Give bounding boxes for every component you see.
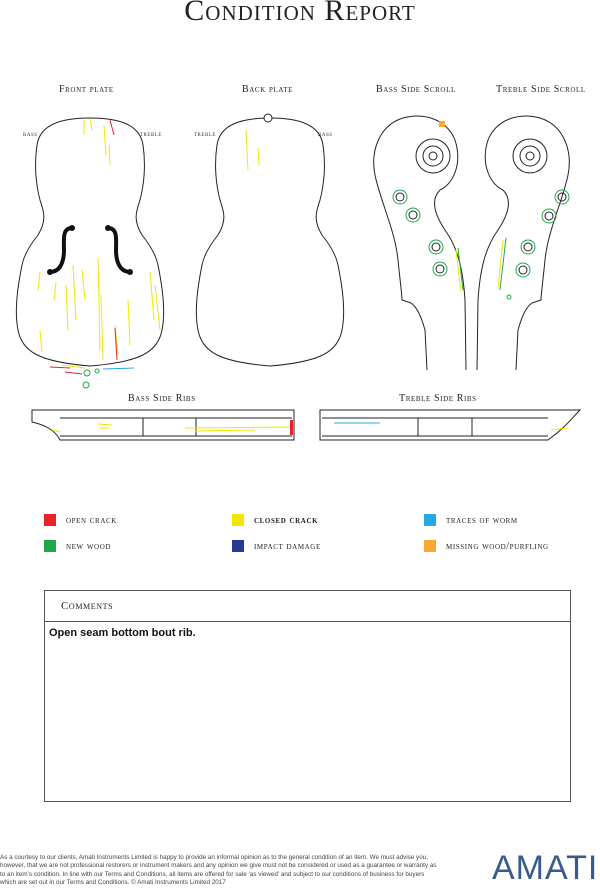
comments-box bbox=[44, 590, 571, 802]
bass-ribs-outline bbox=[32, 410, 294, 440]
bass-scroll-new-wood bbox=[393, 190, 463, 290]
legend-label: new wood bbox=[66, 540, 112, 552]
page-title: Condition Report bbox=[184, 0, 416, 27]
footer-disclaimer: As a courtesy to our clients, Amati Instruments Limited is happy to provide an informal opinion as to the general condition of an item. We must advise you, however, that we are not professional restorers or instrument makers and any opinion we give must not be considered or used as a guarantee or warranty as to an item’s condition. In line with our Terms and Conditions, all items are offered for sale ‘as viewed’ and subject to our conditions of business for buyers which are set out in our Terms and Conditions. © Amati Instruments Limited 2017 bbox=[0, 854, 437, 887]
front-new-wood bbox=[83, 369, 99, 388]
bass-ribs-label: Bass Side Ribs bbox=[128, 393, 196, 404]
legend-swatch bbox=[424, 540, 436, 552]
legend-label: missing wood/purfling bbox=[446, 540, 549, 552]
legend-closed-crack bbox=[232, 514, 318, 526]
comments-text: Open seam bottom bout rib. bbox=[49, 627, 196, 639]
front-bass-label: bass bbox=[23, 130, 38, 138]
back-plate-label: Back plate bbox=[242, 84, 293, 95]
legend-swatch bbox=[424, 514, 436, 526]
bass-scroll-label: Bass Side Scroll bbox=[376, 84, 456, 95]
front-worm bbox=[103, 368, 134, 369]
front-treble-label: treble bbox=[140, 130, 162, 138]
legend-swatch bbox=[44, 540, 56, 552]
legend-label: impact damage bbox=[254, 540, 321, 552]
bass-ribs-closed-cracks bbox=[52, 424, 290, 432]
f-holes bbox=[50, 228, 130, 272]
legend-label: open crack bbox=[66, 514, 117, 526]
bass-scroll-missing-wood bbox=[439, 121, 445, 127]
legend-swatch bbox=[232, 514, 244, 526]
back-treble-label: treble bbox=[194, 130, 216, 138]
legend-swatch bbox=[44, 514, 56, 526]
legend-new-wood bbox=[44, 540, 111, 552]
front-closed-cracks bbox=[38, 119, 160, 368]
legend-label: closed crack bbox=[254, 514, 319, 526]
treble-scroll-outline bbox=[477, 116, 569, 370]
bass-scroll-outline bbox=[374, 116, 466, 370]
legend-traces-of-worm bbox=[424, 514, 518, 526]
comments-heading: Comments bbox=[45, 591, 570, 622]
legend-label: traces of worm bbox=[446, 514, 518, 526]
front-plate-outline bbox=[16, 118, 163, 366]
brand-logo: AMATI bbox=[492, 849, 599, 887]
front-open-cracks bbox=[50, 120, 117, 374]
treble-ribs-outline bbox=[320, 410, 580, 440]
treble-scroll-closed-crack bbox=[498, 240, 503, 288]
treble-ribs-closed-crack bbox=[551, 428, 568, 430]
bass-ribs-open-seam bbox=[290, 420, 293, 435]
legend-missing-wood bbox=[424, 540, 549, 552]
back-bass-label: bass bbox=[318, 130, 333, 138]
front-plate-label: Front plate bbox=[59, 84, 114, 95]
back-plate-outline bbox=[196, 114, 343, 366]
treble-scroll-label: Treble Side Scroll bbox=[496, 84, 586, 95]
legend-impact-damage bbox=[232, 540, 321, 552]
treble-ribs-label: Treble Side Ribs bbox=[399, 393, 477, 404]
legend-swatch bbox=[232, 540, 244, 552]
back-closed-cracks bbox=[246, 130, 259, 170]
legend-open-crack bbox=[44, 514, 117, 526]
